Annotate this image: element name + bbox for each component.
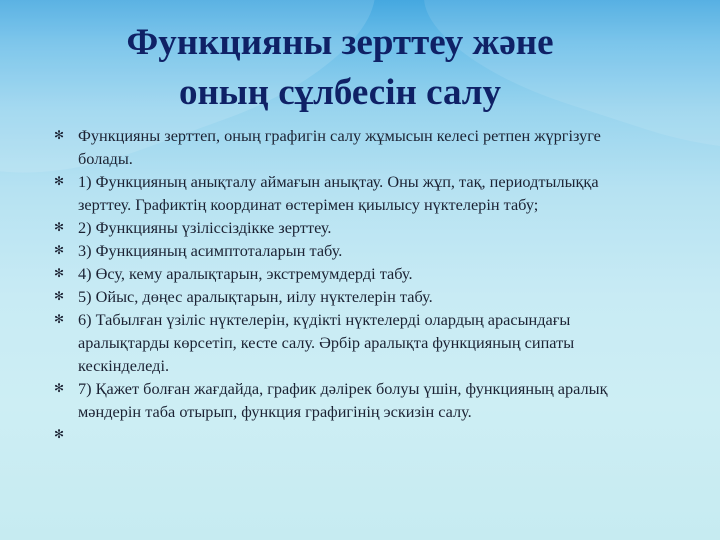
bullet-icon: ✻ xyxy=(53,243,65,257)
list-item xyxy=(52,216,652,239)
slide-title-line-2: оның сұлбесін салу xyxy=(178,72,502,113)
list-item xyxy=(52,170,652,216)
list-item-text: 4) Өсу, кему аралықтарын, экстремумдерді табу. xyxy=(78,264,413,283)
list-item xyxy=(52,308,652,377)
list-item xyxy=(52,377,652,423)
list-item-text: 5) Ойыс, дөңес аралықтарын, иілу нүктелерін табу. xyxy=(78,287,433,306)
bullet-icon: ✻ xyxy=(53,220,65,234)
bullet-icon: ✻ xyxy=(53,312,65,326)
list-item-text: 1) Функцияның анықталу аймағын анықтау. Оны жұп, тақ, периодтылыққа зерттеу. Графиктің координат өстерімен қиылысу нүктелерін табу; xyxy=(78,172,599,214)
list-item-text: 3) Функцияның асимптоталарын табу. xyxy=(78,241,343,260)
bullet-icon: ✻ xyxy=(53,128,65,142)
list-item xyxy=(52,239,652,262)
list-item-text: Функцияны зерттеп, оның графигін салу жұмысын келесі ретпен жүргізуге болады. xyxy=(78,126,601,168)
slide-title-line-1: Функцияны зерттеу және xyxy=(126,22,554,63)
bullet-icon: ✻ xyxy=(53,381,65,395)
bullet-icon: ✻ xyxy=(53,289,65,303)
list-item-text: 2) Функцияны үзіліссіздікке зерттеу. xyxy=(78,218,332,237)
bullet-icon: ✻ xyxy=(53,427,65,441)
bullet-icon: ✻ xyxy=(53,174,65,188)
list-item-text: 6) Табылған үзіліс нүктелерін, күдікті нүктелерді олардың арасындағы аралықтарды көрсетіп, кесте салу. Әрбір аралықта функцияның сипаты кескінделеді. xyxy=(78,310,575,375)
list-item xyxy=(52,285,652,308)
list-item xyxy=(52,124,652,170)
bullet-list xyxy=(52,124,652,441)
bullet-icon: ✻ xyxy=(53,266,65,280)
slide-title xyxy=(20,18,660,118)
list-item-text: 7) Қажет болған жағдайда, график дәлірек болуы үшін, функцияның аралық мәндерін таба отырып, функция графигінің эскизін салу. xyxy=(78,379,608,421)
list-item xyxy=(52,262,652,285)
